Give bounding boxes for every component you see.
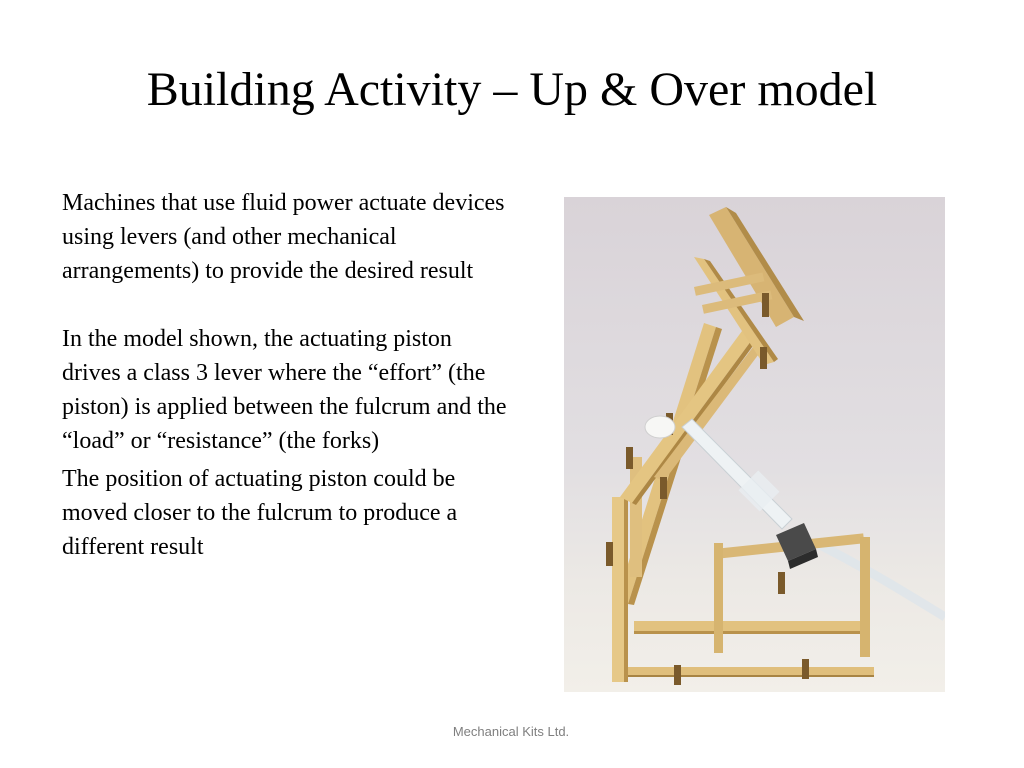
model-photo <box>564 197 945 692</box>
up-and-over-model-illustration <box>564 197 945 692</box>
body-text <box>62 186 512 564</box>
paragraph-class-3-lever: In the model shown, the actuating piston drives a class 3 lever where the “effort” (the piston) is applied between the fulcrum and the “load” or “resistance” (the forks) <box>62 326 507 454</box>
paragraph-piston-position: The position of actuating piston could be moved closer to the fulcrum to produce a different result <box>62 466 458 560</box>
footer-company: Mechanical Kits Ltd. <box>452 724 570 739</box>
paragraph-fluid-power: Machines that use fluid power actuate devices using levers (and other mechanical arrangements) to provide the desired result <box>62 190 505 284</box>
slide-title: Building Activity – Up & Over model <box>146 63 878 116</box>
footer <box>0 724 1024 739</box>
